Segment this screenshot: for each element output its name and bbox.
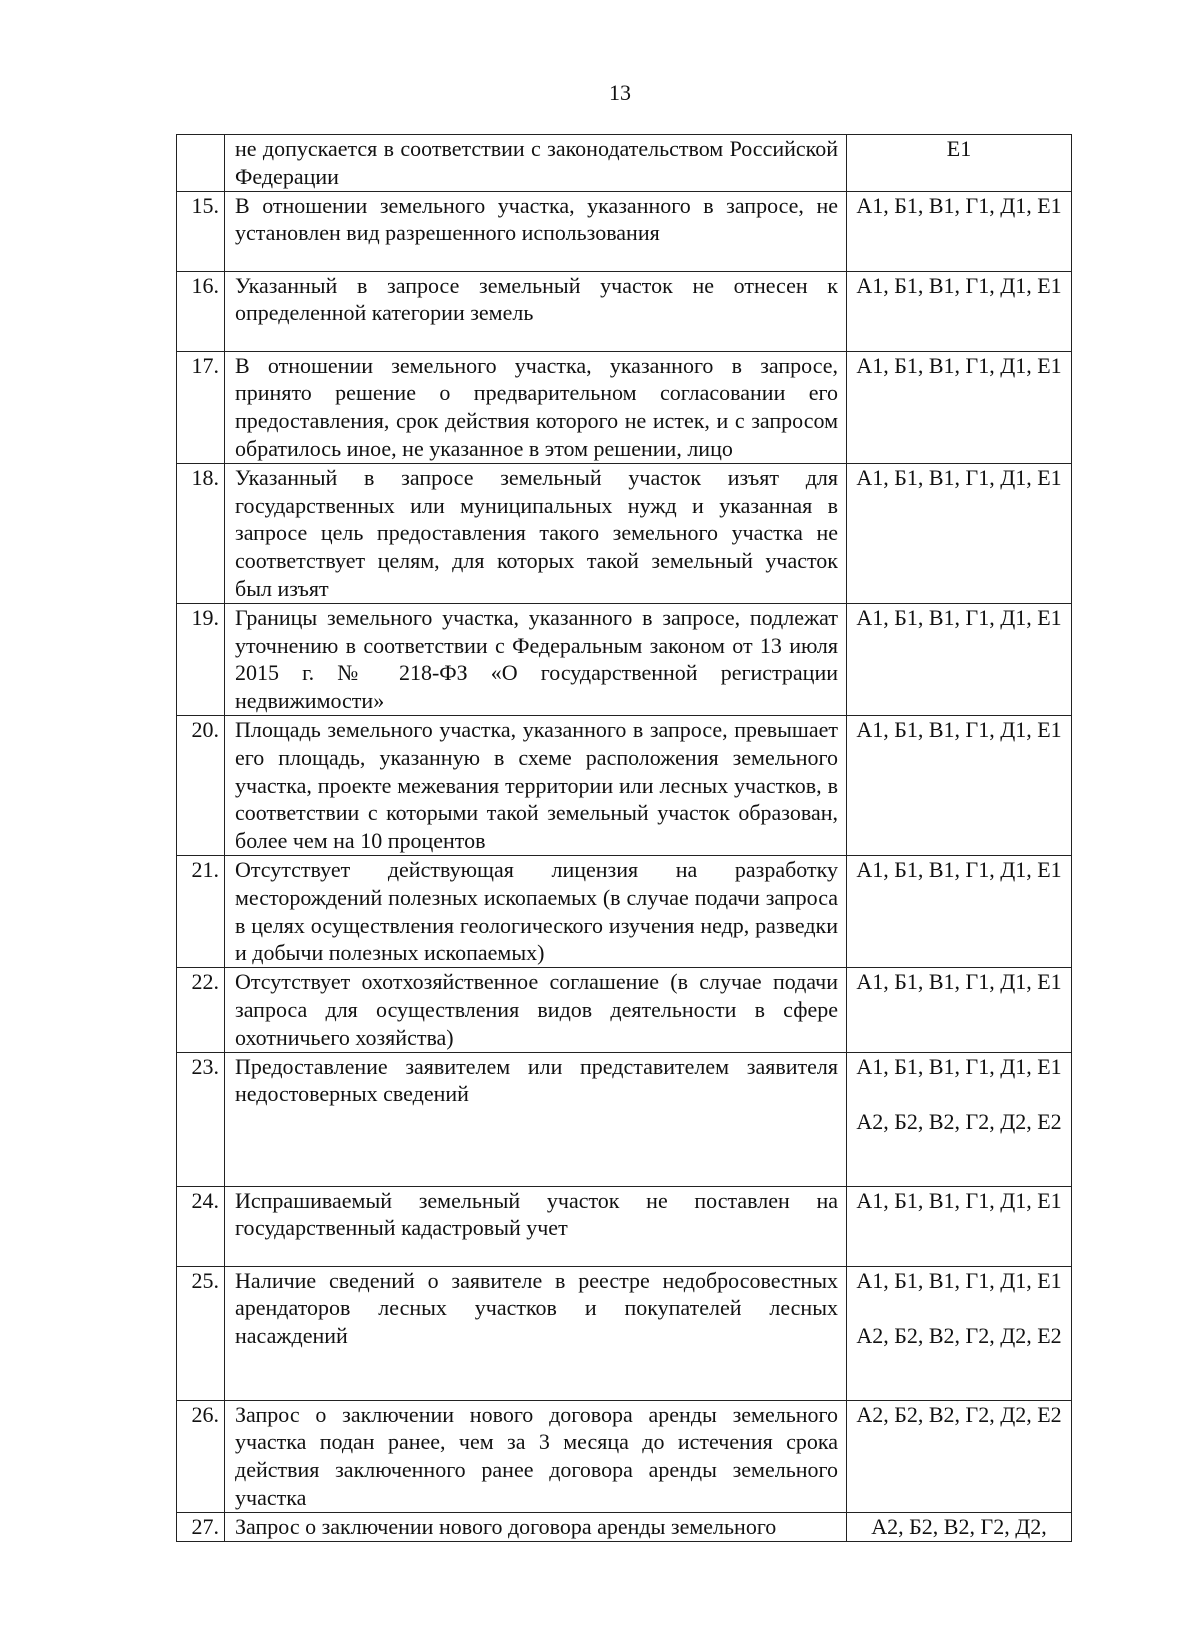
- row-description: не допускается в соответствии с законодательством Российской Федерации: [225, 135, 847, 192]
- row-description: В отношении земельного участка, указанного в запросе, принято решение о предварительном согласовании его предоставления, срок действия которого не истек, и с запросом обратилось иное, не указанное в этом решении, лицо: [225, 351, 847, 463]
- code-group: А1, Б1, В1, Г1, Д1, Е1: [856, 1053, 1062, 1079]
- table-row: [177, 271, 1072, 351]
- row-description: Наличие сведений о заявителе в реестре недобросовестных арендаторов лесных участков и покупателей лесных насаждений: [225, 1266, 847, 1400]
- code-group: Е1: [946, 136, 972, 161]
- table-row: [177, 715, 1072, 855]
- row-codes: [847, 968, 1072, 1052]
- code-group: А1, Б1, В1, Г1, Д1, Е1: [856, 272, 1062, 298]
- table-row: [177, 1266, 1072, 1400]
- row-codes: [847, 271, 1072, 351]
- row-number: 24.: [177, 1186, 225, 1266]
- table-row: [177, 135, 1072, 192]
- code-group: А1, Б1, В1, Г1, Д1, Е1: [856, 1267, 1062, 1293]
- row-codes: [847, 1186, 1072, 1266]
- code-group: А2, Б2, В2, Г2, Д2,: [871, 1513, 1047, 1539]
- refusal-reasons-table: [176, 134, 1072, 1542]
- row-number: 25.: [177, 1266, 225, 1400]
- code-group: А1, Б1, В1, Г1, Д1, Е1: [856, 969, 1062, 995]
- row-codes: [847, 603, 1072, 715]
- row-codes: [847, 715, 1072, 855]
- row-description: Отсутствует действующая лицензия на разработку месторождений полезных ископаемых (в случае подачи запроса в целях осуществления геологического изучения недр, разведки и добычи полезных ископаемых): [225, 855, 847, 967]
- row-number: [177, 135, 225, 192]
- code-group: А2, Б2, В2, Г2, Д2, Е2: [856, 1401, 1062, 1427]
- row-description: Предоставление заявителем или представителем заявителя недостоверных сведений: [225, 1052, 847, 1186]
- row-codes: [847, 1400, 1072, 1512]
- table-row: [177, 968, 1072, 1052]
- row-codes: [847, 1512, 1072, 1541]
- code-group: А1, Б1, В1, Г1, Д1, Е1: [856, 464, 1062, 490]
- code-group: А1, Б1, В1, Г1, Д1, Е1: [856, 192, 1062, 218]
- table-row: [177, 1186, 1072, 1266]
- row-number: 18.: [177, 463, 225, 603]
- code-group: А2, Б2, В2, Г2, Д2, Е2: [856, 1323, 1062, 1349]
- code-group: А1, Б1, В1, Г1, Д1, Е1: [856, 716, 1062, 742]
- table-row: [177, 1512, 1072, 1541]
- row-number: 19.: [177, 603, 225, 715]
- table-row: [177, 855, 1072, 967]
- page-number: 13: [609, 80, 631, 105]
- row-number: 15.: [177, 191, 225, 271]
- row-number: 16.: [177, 271, 225, 351]
- table-row: [177, 191, 1072, 271]
- table-row: [177, 1400, 1072, 1512]
- row-codes: [847, 463, 1072, 603]
- table-row: [177, 351, 1072, 463]
- table-row: [177, 603, 1072, 715]
- row-description: В отношении земельного участка, указанного в запросе, не установлен вид разрешенного использования: [225, 191, 847, 271]
- row-number: 22.: [177, 968, 225, 1052]
- row-description: Запрос о заключении нового договора аренды земельного: [225, 1512, 847, 1541]
- row-description: Испрашиваемый земельный участок не поставлен на государственный кадастровый учет: [225, 1186, 847, 1266]
- row-codes: [847, 135, 1072, 192]
- code-group: А1, Б1, В1, Г1, Д1, Е1: [856, 352, 1062, 378]
- row-description: Границы земельного участка, указанного в запросе, подлежат уточнению в соответствии с Федеральным законом от 13 июля 2015 г. № 218-ФЗ «О государственной регистрации недвижимости»: [225, 603, 847, 715]
- code-group: А1, Б1, В1, Г1, Д1, Е1: [856, 604, 1062, 630]
- row-codes: [847, 855, 1072, 967]
- table-row: [177, 463, 1072, 603]
- row-number: 23.: [177, 1052, 225, 1186]
- row-codes: [847, 1266, 1072, 1400]
- code-group: А1, Б1, В1, Г1, Д1, Е1: [856, 1187, 1062, 1213]
- table-row: [177, 1052, 1072, 1186]
- row-number: 17.: [177, 351, 225, 463]
- row-codes: [847, 191, 1072, 271]
- row-number: 21.: [177, 855, 225, 967]
- row-description: Запрос о заключении нового договора аренды земельного участка подан ранее, чем за 3 месяца до истечения срока действия заключенного ранее договора аренды земельного участка: [225, 1400, 847, 1512]
- row-description: Указанный в запросе земельный участок не отнесен к определенной категории земель: [225, 271, 847, 351]
- code-group: А2, Б2, В2, Г2, Д2, Е2: [856, 1109, 1062, 1135]
- row-number: 26.: [177, 1400, 225, 1512]
- row-description: Указанный в запросе земельный участок изъят для государственных или муниципальных нужд и указанная в запросе цель предоставления такого земельного участка не соответствует целям, для которых такой земельный участок был изъят: [225, 463, 847, 603]
- row-description: Площадь земельного участка, указанного в запросе, превышает его площадь, указанную в схеме расположения земельного участка, проекте межевания территории или лесных участков, в соответствии с которыми такой земельный участок образован, более чем на 10 процентов: [225, 715, 847, 855]
- row-number: 20.: [177, 715, 225, 855]
- row-number: 27.: [177, 1512, 225, 1541]
- code-group: А1, Б1, В1, Г1, Д1, Е1: [856, 856, 1062, 882]
- table-body: [177, 135, 1072, 1542]
- row-codes: [847, 351, 1072, 463]
- row-codes: [847, 1052, 1072, 1186]
- row-description: Отсутствует охотхозяйственное соглашение (в случае подачи запроса для осуществления видов деятельности в сфере охотничьего хозяйства): [225, 968, 847, 1052]
